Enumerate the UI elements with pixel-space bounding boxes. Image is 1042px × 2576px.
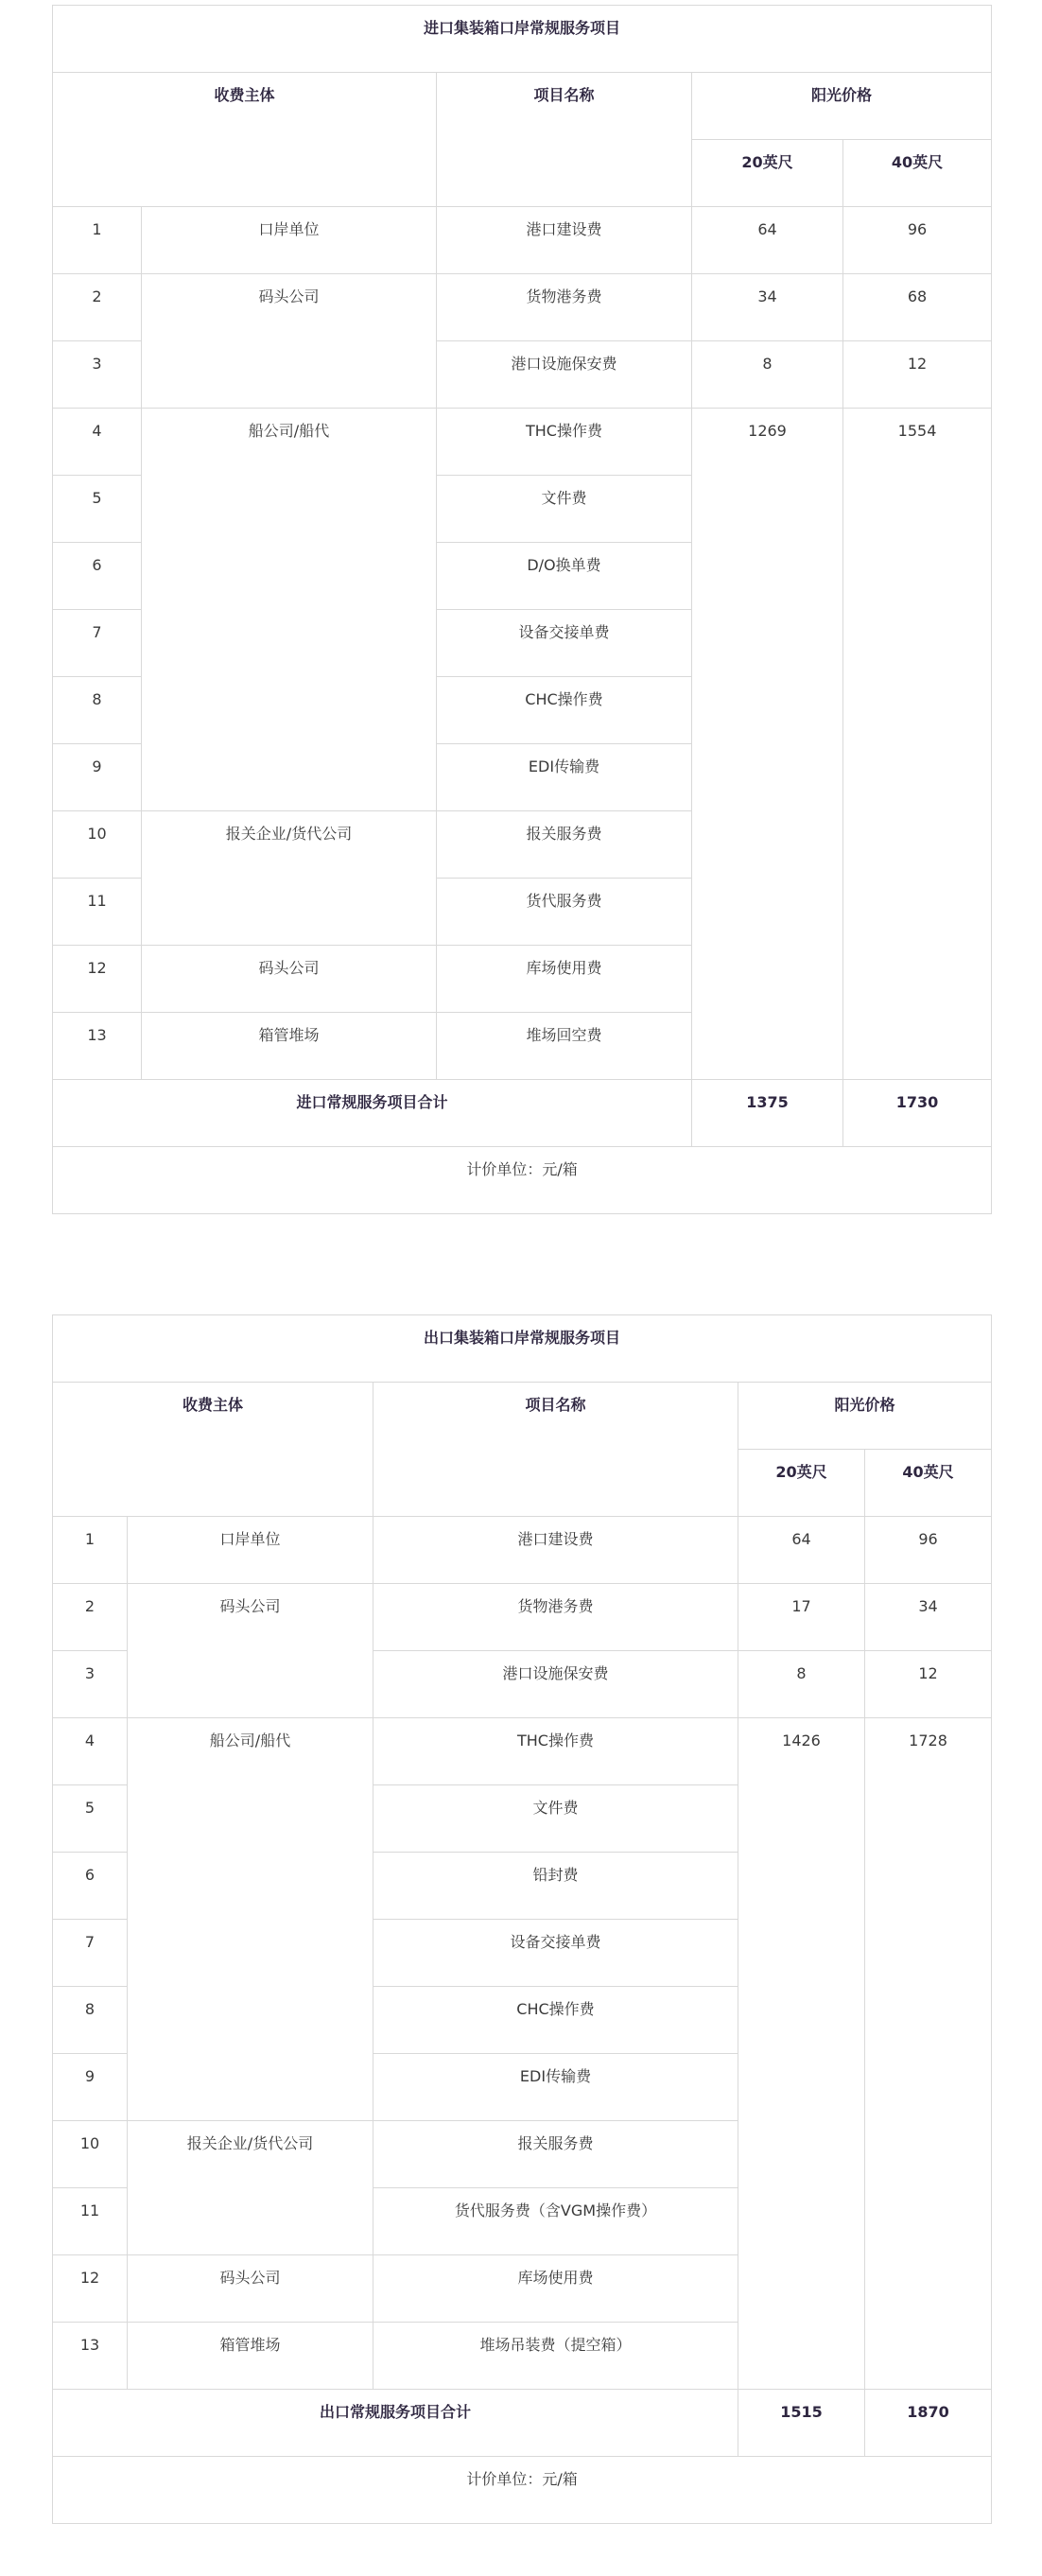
- header-item: 项目名称: [373, 1383, 738, 1517]
- item-cell: CHC操作费: [373, 1987, 738, 2054]
- table-row: [53, 1517, 992, 1584]
- table-title-row: [53, 6, 992, 73]
- row-number: 6: [53, 543, 142, 610]
- row-number: 10: [53, 811, 142, 879]
- payer-cell: 码头公司: [128, 2255, 373, 2323]
- header-price: 阳光价格: [692, 73, 992, 140]
- row-number: 2: [53, 1584, 128, 1651]
- item-cell: 港口设施保安费: [437, 341, 692, 409]
- item-cell: 堆场回空费: [437, 1013, 692, 1080]
- row-number: 7: [53, 1920, 128, 1987]
- row-number: 10: [53, 2121, 128, 2188]
- row-number: 13: [53, 1013, 142, 1080]
- table-row: [53, 207, 992, 274]
- item-cell: 港口设施保安费: [373, 1651, 738, 1718]
- row-number: 5: [53, 1785, 128, 1853]
- item-cell: 堆场吊装费（提空箱）: [373, 2323, 738, 2390]
- table-row: [53, 409, 992, 476]
- unit-note: 计价单位：元/箱: [53, 2457, 992, 2524]
- payer-cell: 船公司/船代: [128, 1718, 373, 2121]
- payer-cell: 码头公司: [128, 1584, 373, 1718]
- unit-note: 计价单位：元/箱: [53, 1147, 992, 1214]
- table-title: 出口集装箱口岸常规服务项目: [53, 1315, 992, 1383]
- row-number: 4: [53, 1718, 128, 1785]
- price-40ft-cell: 1728: [865, 1718, 992, 2390]
- row-number: 12: [53, 946, 142, 1013]
- header-20ft: 20英尺: [738, 1450, 865, 1517]
- row-number: 2: [53, 274, 142, 341]
- price-40ft-cell: 12: [843, 341, 992, 409]
- item-cell: 库场使用费: [437, 946, 692, 1013]
- row-number: 6: [53, 1853, 128, 1920]
- item-cell: 设备交接单费: [437, 610, 692, 677]
- row-number: 12: [53, 2255, 128, 2323]
- total-20ft: 1515: [738, 2390, 865, 2457]
- header-payer: 收费主体: [53, 1383, 373, 1517]
- payer-cell: 船公司/船代: [142, 409, 437, 811]
- item-cell: 设备交接单费: [373, 1920, 738, 1987]
- unit-note-row: [53, 1147, 992, 1214]
- payer-cell: 码头公司: [142, 946, 437, 1013]
- payer-cell: 口岸单位: [142, 207, 437, 274]
- payer-cell: 箱管堆场: [128, 2323, 373, 2390]
- price-20ft-cell: 1269: [692, 409, 843, 1080]
- price-40ft-cell: 1554: [843, 409, 992, 1080]
- row-number: 8: [53, 677, 142, 744]
- row-number: 9: [53, 744, 142, 811]
- price-20ft-cell: 8: [738, 1651, 865, 1718]
- price-20ft-cell: 17: [738, 1584, 865, 1651]
- header-item: 项目名称: [437, 73, 692, 207]
- table-title-row: [53, 1315, 992, 1383]
- table-title: 进口集装箱口岸常规服务项目: [53, 6, 992, 73]
- price-40ft-cell: 68: [843, 274, 992, 341]
- row-number: 3: [53, 1651, 128, 1718]
- row-number: 9: [53, 2054, 128, 2121]
- row-number: 7: [53, 610, 142, 677]
- price-40ft-cell: 34: [865, 1584, 992, 1651]
- row-number: 13: [53, 2323, 128, 2390]
- item-cell: EDI传输费: [437, 744, 692, 811]
- header-20ft: 20英尺: [692, 140, 843, 207]
- item-cell: 货物港务费: [437, 274, 692, 341]
- price-20ft-cell: 1426: [738, 1718, 865, 2390]
- row-number: 1: [53, 207, 142, 274]
- row-number: 4: [53, 409, 142, 476]
- item-cell: 港口建设费: [373, 1517, 738, 1584]
- header-40ft: 40英尺: [843, 140, 992, 207]
- row-number: 11: [53, 879, 142, 946]
- total-20ft: 1375: [692, 1080, 843, 1147]
- total-row: [53, 2390, 992, 2457]
- total-label: 出口常规服务项目合计: [53, 2390, 738, 2457]
- item-cell: CHC操作费: [437, 677, 692, 744]
- row-number: 8: [53, 1987, 128, 2054]
- header-40ft: 40英尺: [865, 1450, 992, 1517]
- price-40ft-cell: 96: [865, 1517, 992, 1584]
- payer-cell: 报关企业/货代公司: [128, 2121, 373, 2255]
- item-cell: THC操作费: [373, 1718, 738, 1785]
- item-cell: 货代服务费（含VGM操作费）: [373, 2188, 738, 2255]
- total-40ft: 1870: [865, 2390, 992, 2457]
- price-40ft-cell: 96: [843, 207, 992, 274]
- item-cell: THC操作费: [437, 409, 692, 476]
- header-row: [53, 1383, 992, 1450]
- unit-note-row: [53, 2457, 992, 2524]
- item-cell: 库场使用费: [373, 2255, 738, 2323]
- header-payer: 收费主体: [53, 73, 437, 207]
- table-row: [53, 1718, 992, 1785]
- row-number: 5: [53, 476, 142, 543]
- price-40ft-cell: 12: [865, 1651, 992, 1718]
- price-20ft-cell: 64: [738, 1517, 865, 1584]
- payer-cell: 口岸单位: [128, 1517, 373, 1584]
- payer-cell: 码头公司: [142, 274, 437, 409]
- payer-cell: 箱管堆场: [142, 1013, 437, 1080]
- header-price: 阳光价格: [738, 1383, 992, 1450]
- price-20ft-cell: 64: [692, 207, 843, 274]
- table-row: [53, 274, 992, 341]
- item-cell: 货代服务费: [437, 879, 692, 946]
- item-cell: 货物港务费: [373, 1584, 738, 1651]
- item-cell: EDI传输费: [373, 2054, 738, 2121]
- price-20ft-cell: 34: [692, 274, 843, 341]
- export-fee-table: [52, 1314, 992, 2524]
- item-cell: D/O换单费: [437, 543, 692, 610]
- total-40ft: 1730: [843, 1080, 992, 1147]
- item-cell: 报关服务费: [437, 811, 692, 879]
- row-number: 3: [53, 341, 142, 409]
- item-cell: 铅封费: [373, 1853, 738, 1920]
- row-number: 11: [53, 2188, 128, 2255]
- header-row: [53, 73, 992, 140]
- total-row: [53, 1080, 992, 1147]
- table-row: [53, 1584, 992, 1651]
- payer-cell: 报关企业/货代公司: [142, 811, 437, 946]
- import-fee-table: [52, 5, 992, 1214]
- item-cell: 港口建设费: [437, 207, 692, 274]
- item-cell: 文件费: [373, 1785, 738, 1853]
- item-cell: 报关服务费: [373, 2121, 738, 2188]
- item-cell: 文件费: [437, 476, 692, 543]
- row-number: 1: [53, 1517, 128, 1584]
- total-label: 进口常规服务项目合计: [53, 1080, 692, 1147]
- price-20ft-cell: 8: [692, 341, 843, 409]
